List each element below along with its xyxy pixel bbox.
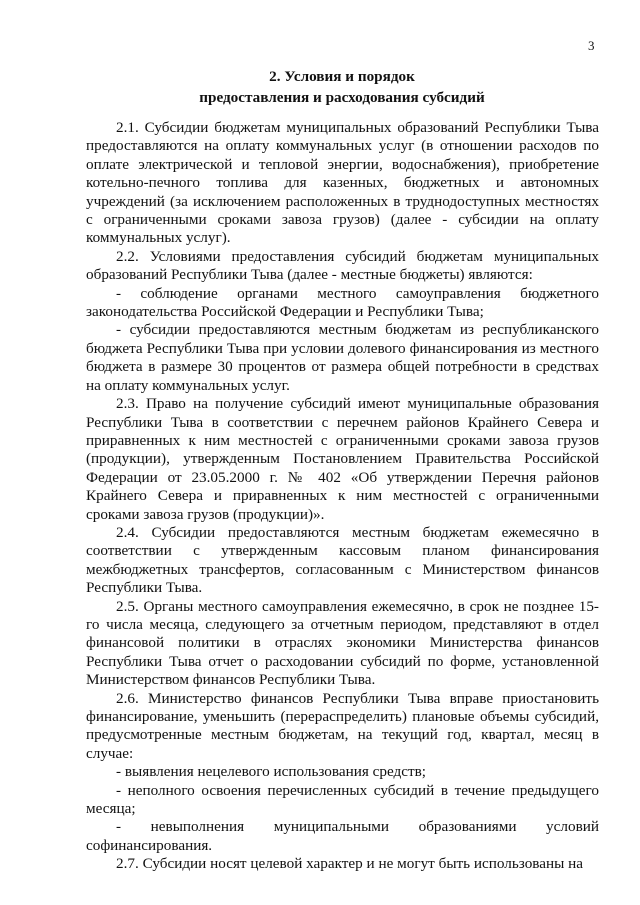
paragraph-2-1: 2.1. Субсидии бюджетам муниципальных образований Республики Тыва предоставляются на оплату коммунальных услуг (в отношении расходов по оплате электрической и тепловой энергии, водоснабжения), приобретение котельно-печного топлива для казенных, бюджетных и автономных учреждений (за исключением расположенных в труднодоступных местностях с ограниченными сроками завоза грузов) (далее - субсидии на оплату коммунальных услуг). <box>86 119 599 247</box>
paragraph-2-7: 2.7. Субсидии носят целевой характер и не могут быть использованы на <box>116 855 583 873</box>
list-item-condition-legislation: - соблюдение органами местного самоуправления бюджетного законодательства Российской Федерации и Республики Тыва; <box>86 284 599 321</box>
list-item-non-fulfillment: - невыполнения муниципальными образованиями условий софинансирования. <box>86 818 599 854</box>
list-item-condition-cofinancing: - субсидии предоставляются местным бюджетам из республиканского бюджета Республики Тыва при условии долевого финансирования из местного бюджета в размере 30 процентов от размера общей потребности в средствах на оплату коммунальных услуг. <box>86 321 599 394</box>
list-item-misuse: - выявления нецелевого использования средств; <box>116 763 427 781</box>
paragraph-2-6: 2.6. Министерство финансов Республики Тыва вправе приостановить финансирование, уменьшить (перераспределить) плановые объемы субсидий, предусмотренные местным бюджетам, на текущий год, квартал, месяц в случае: <box>86 689 599 762</box>
list-item-incomplete-use: - неполного освоения перечисленных субсидий в течение предыдущего месяца; <box>86 781 599 818</box>
paragraph-2-5: 2.5. Органы местного самоуправления ежемесячно, в срок не позднее 15-го числа месяца, следующего за отчетным периодом, представляют в отдел финансовой политики в отраслях экономики Министерства финансов Республики Тыва отчет о расходовании субсидий по форме, установленной Министерством финансов Республики Тыва. <box>86 597 599 689</box>
section-title-line-1: 2. Условия и порядок <box>269 68 415 85</box>
section-title <box>86 66 598 108</box>
document-body <box>86 119 599 874</box>
section-title-line-2: предоставления и расходования субсидий <box>199 89 485 106</box>
page-number: 3 <box>588 38 595 53</box>
paragraph-2-3: 2.3. Право на получение субсидий имеют муниципальные образования Республики Тыва в соответствии с перечнем районов Крайнего Севера и приравненных к ним местностей с ограниченными сроками завоза грузов (продукции), утвержденным Постановлением Правительства Российской Федерации от 23.05.2000 г. № 402 «Об утверждении Перечня районов Крайнего Севера и приравненных к ним местностей с ограниченными сроками завоза грузов (продукции)». <box>86 395 599 523</box>
paragraph-2-2: 2.2. Условиями предоставления субсидий бюджетам муниципальных образований Республики Тыва (далее - местные бюджеты) являются: <box>86 247 599 284</box>
paragraph-2-4: 2.4. Субсидии предоставляются местным бюджетам ежемесячно в соответствии с утвержденным кассовым планом финансирования межбюджетных трансфертов, согласованным с Министерством финансов Республики Тыва. <box>86 523 599 597</box>
